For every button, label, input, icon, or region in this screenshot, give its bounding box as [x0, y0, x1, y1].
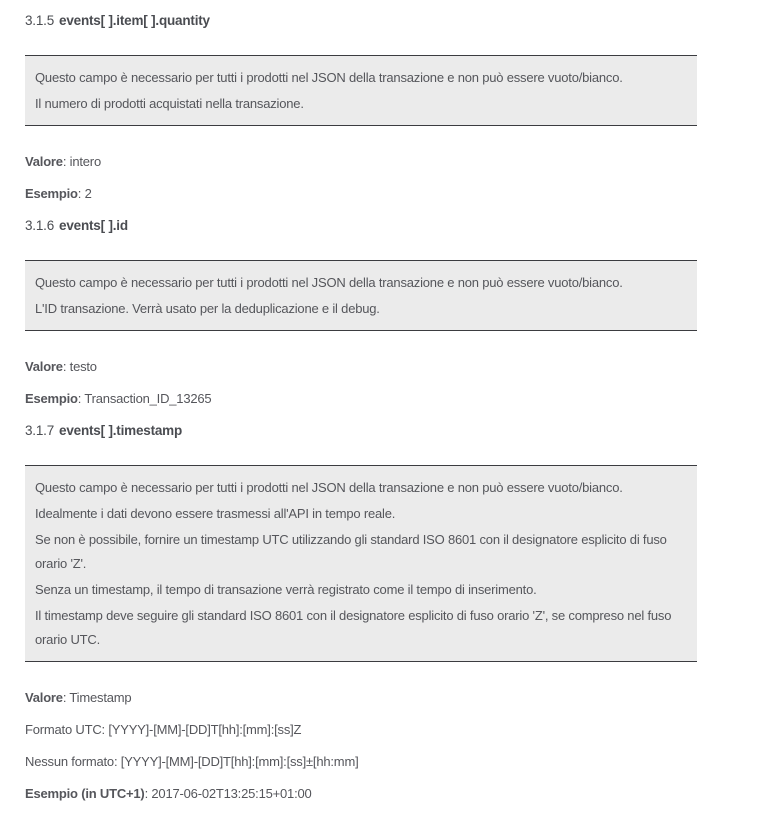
description-box [25, 55, 697, 126]
section-field-name: events[ ].item[ ].quantity [59, 13, 210, 28]
description-line: Idealmente i dati devono essere trasmessi all'API in tempo reale. [35, 506, 396, 521]
field-label: Valore [25, 690, 63, 705]
field-label: Valore [25, 154, 63, 169]
section-number: 3.1.6 [25, 218, 55, 233]
field-value: : 2017-06-02T13:25:15+01:00 [144, 786, 312, 801]
description-line: Senza un timestamp, il tempo di transazione verrà registrato come il tempo di inserimento. [35, 582, 537, 597]
field-value: : [YYYY]-[MM]-[DD]T[hh]:[mm]:[ss]Z [101, 722, 302, 737]
field-row-esempio [25, 389, 697, 409]
field-label: Esempio [25, 391, 78, 406]
field-row-valore [25, 357, 697, 377]
section-heading [25, 421, 697, 441]
field-value: : Timestamp [62, 690, 132, 705]
description-line: Questo campo è necessario per tutti i prodotti nel JSON della transazione e non può essere vuoto/bianco. [35, 70, 623, 85]
field-row-valore [25, 688, 697, 708]
field-label: Nessun formato [25, 754, 114, 769]
section-events-item-quantity [25, 11, 697, 204]
description-line: Il timestamp deve seguire gli standard ISO 8601 con il designatore esplicito di fuso orario 'Z', se compreso nel fuso orario UTC. [35, 608, 672, 647]
field-label: Formato UTC [25, 722, 102, 737]
section-field-name: events[ ].timestamp [59, 423, 183, 438]
description-line: Questo campo è necessario per tutti i prodotti nel JSON della transazione e non può essere vuoto/bianco. [35, 480, 623, 495]
field-row-esempio [25, 184, 697, 204]
field-row-esempio-utc1 [25, 784, 697, 804]
section-heading [25, 11, 697, 31]
field-value: : Transaction_ID_13265 [77, 391, 212, 406]
field-value: : 2 [77, 186, 92, 201]
description-box [25, 260, 697, 331]
description-line: Il numero di prodotti acquistati nella transazione. [35, 96, 304, 111]
section-field-name: events[ ].id [59, 218, 128, 233]
description-line: Questo campo è necessario per tutti i prodotti nel JSON della transazione e non può essere vuoto/bianco. [35, 275, 623, 290]
field-label: Esempio (in UTC+1) [25, 786, 145, 801]
description-line: L'ID transazione. Verrà usato per la deduplicazione e il debug. [35, 301, 380, 316]
field-value: : testo [62, 359, 97, 374]
section-number: 3.1.7 [25, 423, 55, 438]
section-number: 3.1.5 [25, 13, 55, 28]
field-label: Valore [25, 359, 63, 374]
field-value: : intero [62, 154, 101, 169]
description-line: Se non è possibile, fornire un timestamp UTC utilizzando gli standard ISO 8601 con il designatore esplicito di fuso orario 'Z'. [35, 532, 667, 571]
section-heading [25, 216, 697, 236]
field-row-nessun-formato [25, 752, 697, 772]
description-box [25, 465, 697, 662]
field-row-formato-utc [25, 720, 697, 740]
section-events-id [25, 216, 697, 409]
section-events-timestamp [25, 421, 697, 804]
field-value: : [YYYY]-[MM]-[DD]T[hh]:[mm]:[ss]±[hh:mm] [113, 754, 359, 769]
field-label: Esempio [25, 186, 78, 201]
field-row-valore [25, 152, 697, 172]
